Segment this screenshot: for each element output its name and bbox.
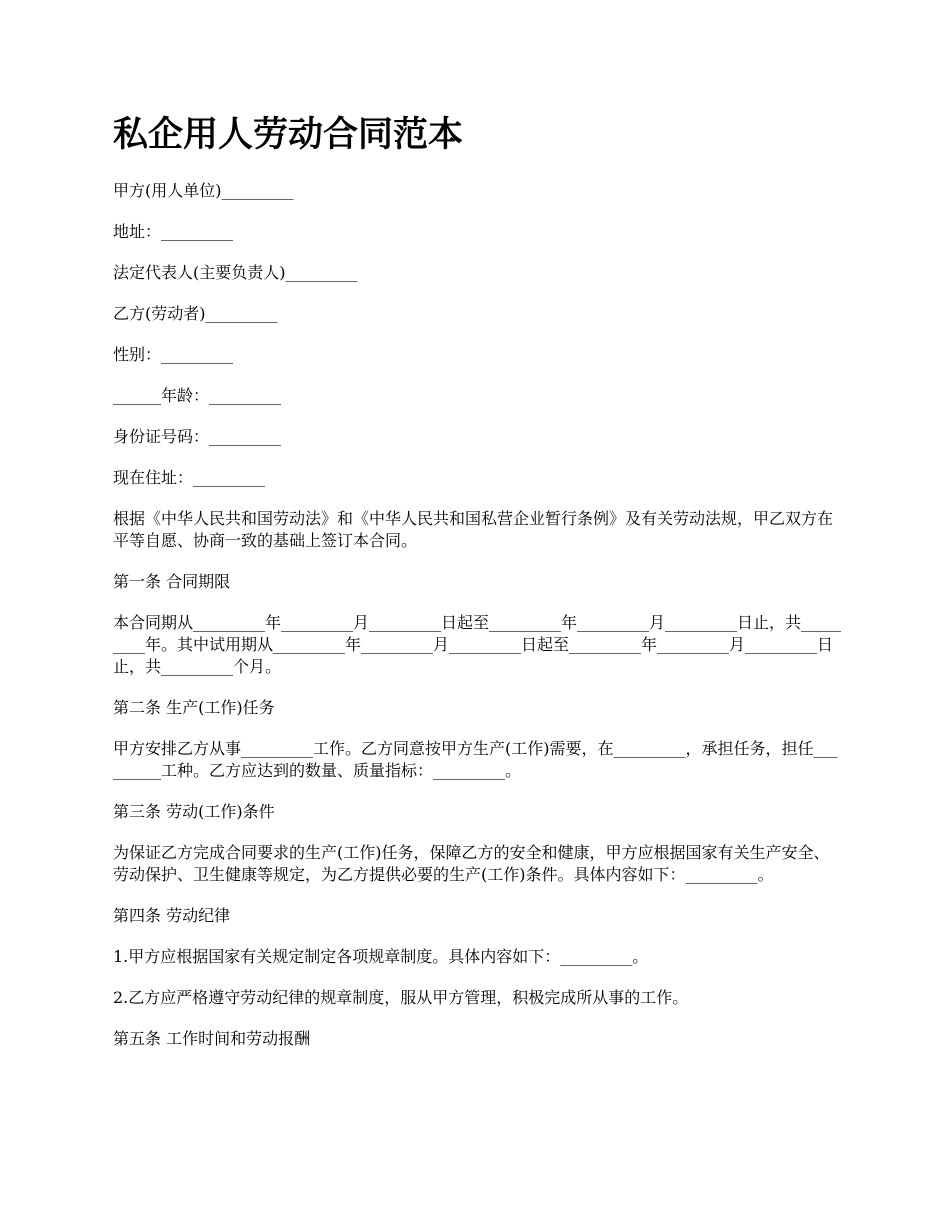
party-a-field: 甲方(用人单位)_________ [113, 181, 294, 200]
preamble-paragraph: 根据《中华人民共和国劳动法》和《中华人民共和国私营企业暂行条例》及有关劳动法规，甲乙双方在平等自愿、协商一致的基础上签订本合同。 [113, 509, 834, 550]
article-3-body: 为保证乙方完成合同要求的生产(工作)任务，保障乙方的安全和健康，甲方应根据国家有关生产安全、劳动保护、卫生健康等规定，为乙方提供必要的生产(工作)条件。具体内容如下：_________。 [113, 843, 830, 884]
article-2-heading: 第二条 生产(工作)任务 [113, 698, 275, 717]
article-4-item-2: 2.乙方应严格遵守劳动纪律的规章制度，服从甲方管理，积极完成所从事的工作。 [113, 988, 689, 1007]
article-4-item-1: 1.甲方应根据国家有关规定制定各项规章制度。具体内容如下：_________。 [113, 947, 649, 966]
legal-representative-field: 法定代表人(主要负责人)_________ [113, 263, 358, 282]
gender-field: 性别：_________ [113, 345, 234, 364]
id-number-field: 身份证号码：_________ [113, 427, 282, 446]
article-5-heading: 第五条 工作时间和劳动报酬 [113, 1029, 311, 1048]
article-1-body: 本合同期从_________年_________月_________日起至_________年_________月_________日止，共_________年。其中试用期从_________年_________月_________日起至_________年_________月_________日止，共_________个月。 [113, 613, 842, 676]
document-page [113, 110, 843, 1069]
document-title: 私企用人劳动合同范本 [113, 114, 464, 155]
article-2-body: 甲方安排乙方从事_________工作。乙方同意按甲方生产(工作)需要，在_________，承担任务，担任_________工种。乙方应达到的数量、质量指标：_________。 [113, 739, 838, 780]
article-1-heading: 第一条 合同期限 [113, 572, 231, 591]
article-3-heading: 第三条 劳动(工作)条件 [113, 802, 275, 821]
party-b-field: 乙方(劳动者)_________ [113, 304, 278, 323]
age-field: ______年龄：_________ [113, 386, 282, 405]
current-address-field: 现在住址：_________ [113, 468, 266, 487]
address-field: 地址：_________ [113, 222, 234, 241]
article-4-heading: 第四条 劳动纪律 [113, 906, 231, 925]
